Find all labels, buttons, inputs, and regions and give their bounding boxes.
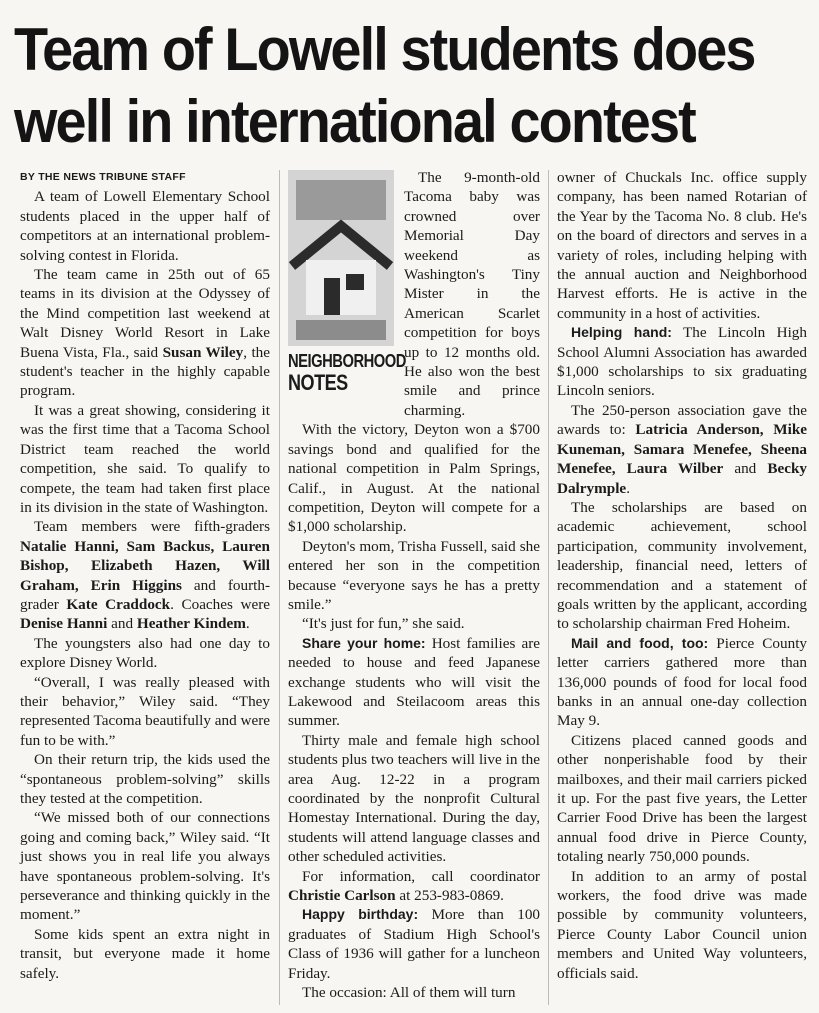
paragraph: The scholarships are based on academic achievement, school participation, community involvement, leadership, financial need, letters of recommendation and a statement of goals written by the applicant, according to scholarship chairman Fred Hoheim. [557,498,807,633]
paragraph: The team came in 25th out of 65 teams in its division at the Odyssey of the Mind competition last weekend at Walt Disney World Resort in Lake Buena Vista, Fla., said Susan Wiley, the student's teacher in the highly capable program. [20,266,270,400]
headline-line-2: well in international contest [14,88,695,155]
column-divider [279,170,280,1005]
headline [14,14,753,158]
paragraph: In addition to an army of postal workers, the food drive was made possible by community volunteers, Pierce County Labor Council union members and United Way volunteers, officials said. [557,867,807,982]
paragraph: Mail and food, too: Pierce County letter carriers gathered more than 136,000 pounds of food for local food banks in an annual one-day collection May 9. [557,634,808,730]
section-lead: Mail and food, too: [571,634,709,651]
headline-line-1: Team of Lowell students does [14,16,755,83]
notes-column-3 [557,168,807,983]
paragraph: The youngsters also had one day to explore Disney World. [20,634,270,672]
paragraph: Citizens placed canned goods and other nonperishable food by their mailboxes, and their mail carriers picked it up. For the past five years, the Letter Carrier Food Drive has been the largest annual food drive in Pierce County, totaling nearly 750,000 pounds. [557,731,807,866]
paragraph: Team members were fifth-graders Natalie Hanni, Sam Backus, Lauren Bishop, Elizabeth Hazen, Will Graham, Erin Higgins and fourth-grader Kate Craddock. Coaches were Denise Hanni and Heather Kindem. [20,518,271,633]
paragraph: The 250-person association gave the awards to: Latricia Anderson, Mike Kuneman, Samara Menefee, Sheena Menefee, Laura Wilber and Becky Dalrymple. [557,401,808,497]
paragraph: owner of Chuckals Inc. office supply company, has been named Rotarian of the Year by the Tacoma No. 8 club. He's on the board of directors and serves in a variety of roles, including helping with the annual auction and Neighborhood Harvest efforts. He is active in the community in a host of activities. [557,169,807,322]
paragraph: Some kids spent an extra night in transit, but everyone made it home safely. [20,925,270,982]
paragraph: For information, call coordinator Christie Carlson at 253-983-0869. [288,867,540,905]
paragraph: Helping hand: The Lincoln High School Alumni Association has awarded $1,000 scholarships to six graduating Lincoln seniors. [557,324,807,400]
paragraph: Share your home: Host families are needed to house and feed Japanese exchange students who will visit the Lakewood and Steilacoom areas this summer. [288,634,541,730]
notes-column-2 [288,168,540,1002]
paragraph: Deyton's mom, Trisha Fussell, said she entered her son in the competition because “everyone says he has a pretty smile.” [288,537,540,613]
paragraph: The 9-month-old Tacoma baby was crowned over Memorial Day weekend as Washington's Tiny Mister in the American Scarlet competition for boys up to 12 months old. He also won the best smile and prince charming. [404,169,540,419]
paragraph: It was a great showing, considering it was the first time that a Tacoma School District team reached the world competition, she said. To qualify to compete, the team had taken first place in its division in the state of Washington. [20,401,270,516]
house-icon [288,170,394,346]
paragraph: A team of Lowell Elementary School students placed in the upper half of competitors at an international problem-solving contest in Florida. [20,188,270,264]
section-logo-title: NEIGHBORHOOD NOTES [288,351,406,395]
paragraph: On their return trip, the kids used the “spontaneous problem-solving” skills they tested at the competition. [20,751,270,807]
neighborhood-notes-logo [288,170,406,402]
article-column-1 [20,168,270,983]
paragraph: The occasion: All of them will turn [302,984,516,1002]
paragraph: “Overall, I was really pleased with their behavior,” Wiley said. “They represented Tacoma beautifully and were fun to be with.” [20,673,270,749]
paragraph: Thirty male and female high school students plus two teachers will live in the area Aug. 12-22 in a program coordinated by the nonprofit Cultural Homestay International. During the day, students will attend language classes and other scheduled activities. [288,731,540,866]
section-lead: Happy birthday: [302,906,419,923]
paragraph: “We missed both of our connections going and coming back,” Wiley said. “It just shows you in real life you always have spontaneous problem-solving. It's perseverance and thinking quickly in the moment.” [20,809,270,924]
section-lead: Helping hand: [571,324,672,341]
section-lead: Share your home: [302,634,426,651]
paragraph: Happy birthday: More than 100 graduates of Stadium High School's Class of 1936 will gather for a luncheon Friday. [288,906,541,982]
byline: BY THE NEWS TRIBUNE STAFF [20,171,186,183]
paragraph: “It's just for fun,” she said. [302,615,465,633]
column-divider [548,170,549,1005]
paragraph: With the victory, Deyton won a $700 savings bond and qualified for the national competition in Palm Springs, Calif., in August. At the national competition, Deyton will compete for a $1,000 scholarship. [288,421,540,536]
